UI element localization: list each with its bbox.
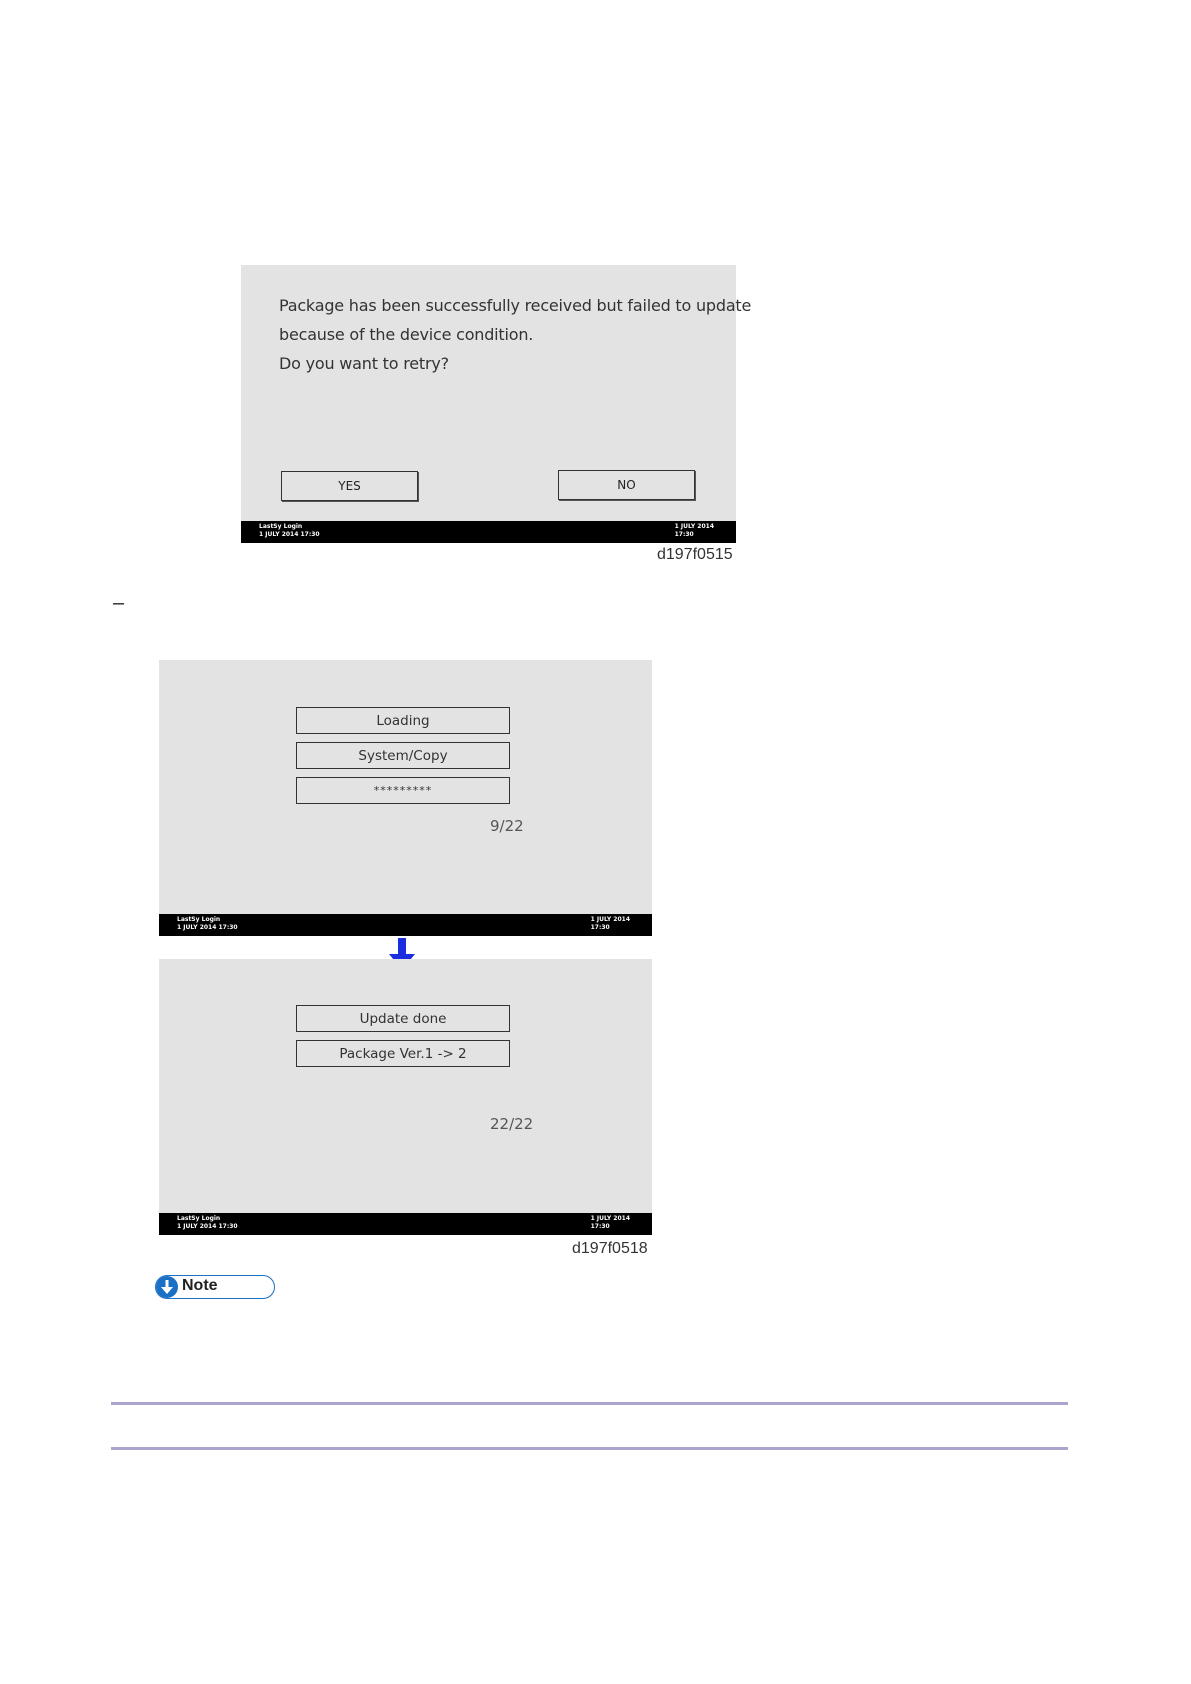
update-done-screen [159,959,652,1235]
dialog-message-line: because of the device condition. [279,325,534,344]
status-date: 1 JULY 2014 [590,916,630,923]
status-time: 17:30 [674,531,694,538]
status-box-loading: Loading [296,707,510,734]
dash-mark: – [113,592,125,614]
status-time: 17:30 [590,1223,610,1230]
status-date-time: 1 JULY 2014 17:30 [177,1223,238,1230]
note-badge [155,1275,275,1299]
status-login: LastSy Login [259,523,303,530]
status-login: LastSy Login [177,1215,221,1222]
status-bar [241,521,736,543]
status-box-progress-mask: ********* [296,777,510,804]
section-rule-top [111,1402,1068,1405]
yes-button[interactable]: YES [281,471,418,501]
info-down-arrow-icon [155,1275,179,1299]
status-date: 1 JULY 2014 [590,1215,630,1222]
note-label: Note [182,1277,218,1294]
progress-counter: 22/22 [490,1115,534,1133]
status-bar [159,1213,652,1235]
dialog-message [279,291,751,378]
dialog-message-line: Do you want to retry? [279,354,449,373]
no-button[interactable]: NO [558,470,695,500]
status-time: 17:30 [590,924,610,931]
progress-counter: 9/22 [490,817,524,835]
figure-caption: d197f0515 [657,546,733,563]
figure-caption: d197f0518 [572,1240,648,1257]
retry-dialog-screen [241,265,752,543]
status-login: LastSy Login [177,916,221,923]
status-box-update-done: Update done [296,1005,510,1032]
section-rule-bottom [111,1447,1068,1450]
status-date: 1 JULY 2014 [674,523,714,530]
status-box-package-version: Package Ver.1 -> 2 [296,1040,510,1067]
status-bar [159,914,652,936]
status-box-system-copy: System/Copy [296,742,510,769]
status-date-time: 1 JULY 2014 17:30 [259,531,320,538]
status-date-time: 1 JULY 2014 17:30 [177,924,238,931]
loading-screen [159,660,652,936]
dialog-message-line: Package has been successfully received but failed to update [279,296,752,315]
